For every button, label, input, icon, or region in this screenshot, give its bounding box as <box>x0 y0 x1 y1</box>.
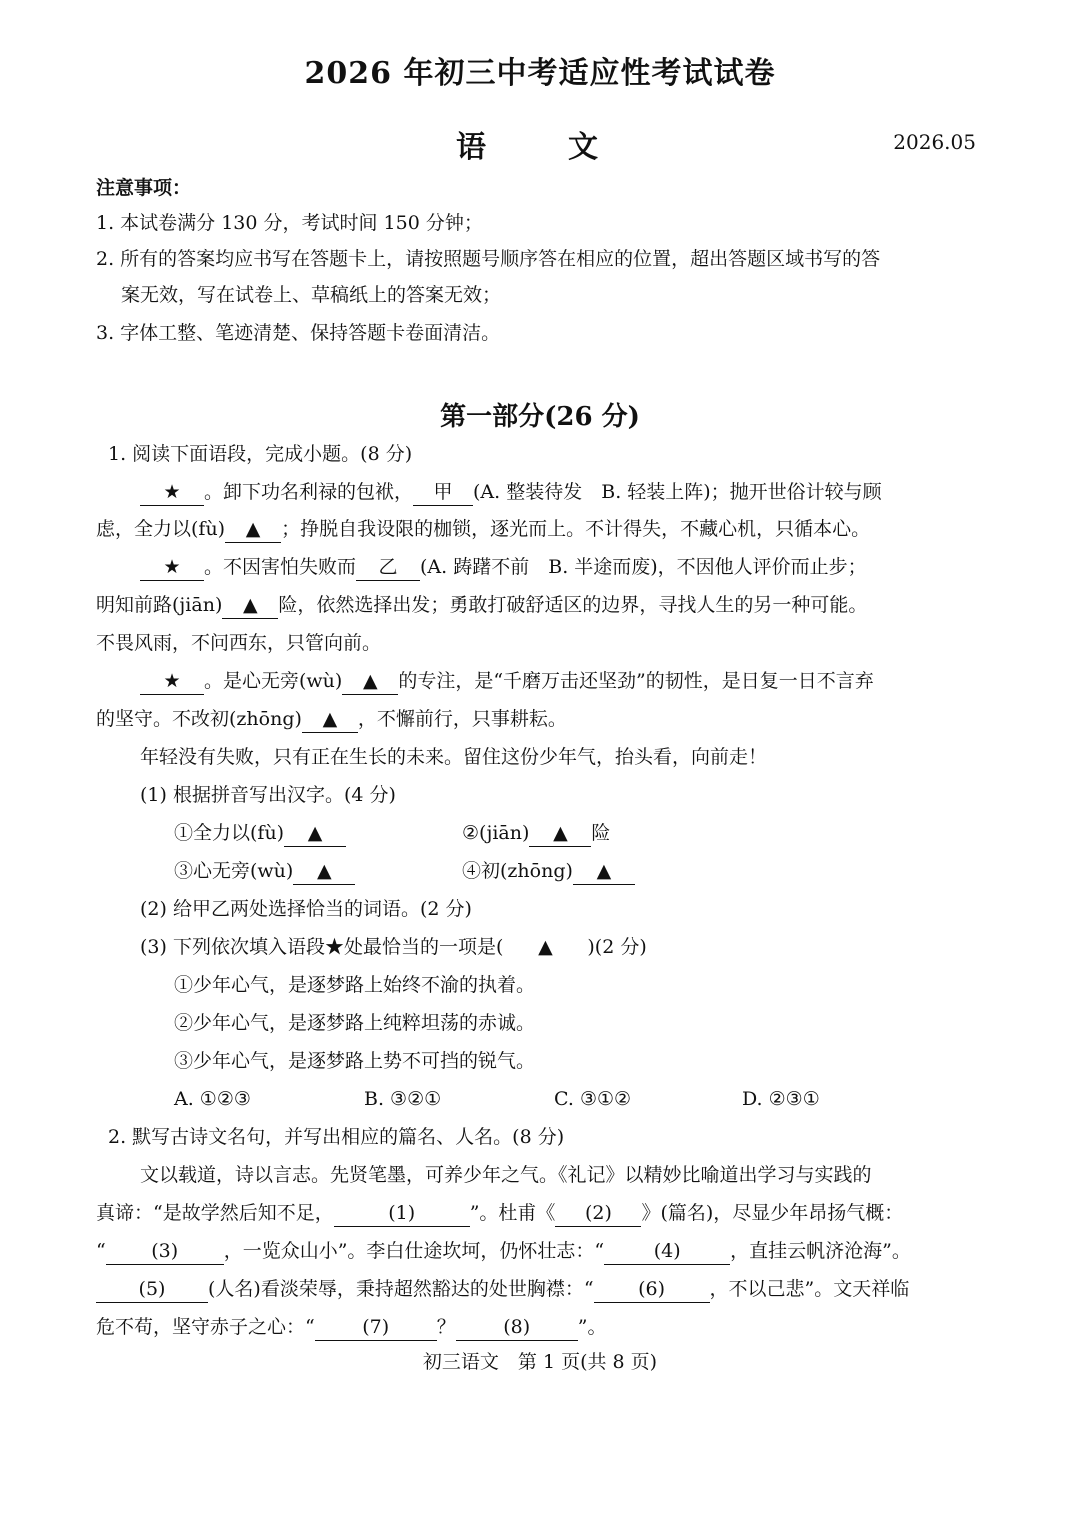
triangle-blank: ▲ <box>573 858 635 885</box>
q1-sub2: (2) 给甲乙两处选择恰当的词语。(2 分) <box>140 898 472 920</box>
answer-placeholder: ▲ <box>538 936 553 958</box>
subject-title: 语 文 <box>456 130 624 165</box>
q2-line1: 文以载道，诗以言志。先贤笔墨，可养少年之气。《礼记》以精妙比喻道出学习与实践的 <box>140 1164 872 1186</box>
q1-para4: 年轻没有失败，只有正在生长的未来。留住这份少年气，抬头看，向前走！ <box>140 746 768 768</box>
choice-a: A. ①②③ <box>174 1088 251 1110</box>
q1-sub1-item-c: ③心无旁(wù) ▲ <box>174 858 355 885</box>
fill-blank-4: (4) <box>604 1238 730 1265</box>
choice-d: D. ②③① <box>742 1088 820 1110</box>
q1-para2-line1: ★ 。不因害怕失败而 乙 (A. 踌躇不前 B. 半途而废)，不因他人评价而止步； <box>140 554 867 581</box>
fill-blank-2: (2) <box>555 1200 641 1227</box>
notice-item-3: 3. 字体工整、笔迹清楚、保持答题卡卷面清洁。 <box>96 322 501 344</box>
jia-blank: 甲 <box>413 479 473 506</box>
q1-para1-line2: 虑，全力以(fù) ▲ ；挣脱自我设限的枷锁，逐光而上。不计得失，不藏心机，只循本心。 <box>96 516 870 543</box>
exam-date: 2026.05 <box>893 130 976 154</box>
q1-para3-line2: 的坚守。不改初(zhōng) ▲ ，不懈前行，只事耕耘。 <box>96 706 567 733</box>
yi-blank: 乙 <box>356 554 420 581</box>
fill-blank-7: (7) <box>315 1314 437 1341</box>
q1-sub3-option-1: ①少年心气，是逐梦路上始终不渝的执着。 <box>174 974 536 996</box>
q1-para2-line2: 明知前路(jiān) ▲ 险，依然选择出发；勇敢打破舒适区的边界，寻找人生的另一种可能。 <box>96 592 867 619</box>
fill-blank-1: (1) <box>334 1200 470 1227</box>
fill-blank-3: (3) <box>106 1238 224 1265</box>
q1-sub1-item-a: ①全力以(fù) ▲ <box>174 820 346 847</box>
triangle-blank: ▲ <box>302 706 358 733</box>
q1-stem: 1. 阅读下面语段，完成小题。(8 分) <box>108 443 413 465</box>
page-footer: 初三语文 第 1 页(共 8 页) <box>422 1351 658 1373</box>
q2-line2: 真谛：“是故学然后知不足， (1) ”。杜甫《 (2) 》(篇名)，尽显少年昂扬气概： <box>96 1200 903 1227</box>
star-blank: ★ <box>140 479 204 506</box>
triangle-blank: ▲ <box>529 820 591 847</box>
part-one-title: 第一部分(26 分) <box>440 402 640 432</box>
q1-sub1: (1) 根据拼音写出汉字。(4 分) <box>140 784 396 806</box>
star-blank: ★ <box>140 668 204 695</box>
q1-sub3-option-2: ②少年心气，是逐梦路上纯粹坦荡的赤诚。 <box>174 1012 536 1034</box>
q2-line5: 危不苟，坚守赤子之心：“ (7) ？ (8) ”。 <box>96 1314 606 1341</box>
notice-item-2-cont: 案无效，写在试卷上、草稿纸上的答案无效； <box>121 284 502 306</box>
notice-item-1: 1. 本试卷满分 130 分，考试时间 150 分钟； <box>96 212 483 234</box>
fill-blank-6: (6) <box>594 1276 710 1303</box>
q1-sub3: (3) 下列依次填入语段★处最恰当的一项是( ▲ )(2 分) <box>140 936 647 958</box>
q2-stem: 2. 默写古诗文名句，并写出相应的篇名、人名。(8 分) <box>108 1126 565 1148</box>
exam-title: 2026 年初三中考适应性考试试卷 <box>304 56 776 91</box>
q1-para1-line1: ★ 。卸下功名利禄的包袱， 甲 (A. 整装待发 B. 轻装上阵)；抛开世俗计较与顾 <box>140 479 882 506</box>
q1-para2-line3: 不畏风雨，不问西东，只管向前。 <box>96 632 382 654</box>
q1-sub3-option-3: ③少年心气，是逐梦路上势不可挡的锐气。 <box>174 1050 536 1072</box>
q1-sub1-item-b: ②(jiān) ▲ 险 <box>462 820 610 847</box>
triangle-blank: ▲ <box>284 820 346 847</box>
triangle-blank: ▲ <box>225 516 281 543</box>
fill-blank-8: (8) <box>456 1314 578 1341</box>
q1-sub1-item-d: ④初(zhōng) ▲ <box>462 858 635 885</box>
star-blank: ★ <box>140 554 204 581</box>
triangle-blank: ▲ <box>342 668 398 695</box>
q2-line3: “ (3) ，一览众山小”。李白仕途坎坷，仍怀壮志：“ (4) ，直挂云帆济沧海”。 <box>96 1238 911 1265</box>
triangle-blank: ▲ <box>293 858 355 885</box>
choice-c: C. ③①② <box>554 1088 632 1110</box>
triangle-blank: ▲ <box>222 592 278 619</box>
notice-heading: 注意事项： <box>96 177 192 199</box>
choice-b: B. ③②① <box>364 1088 442 1110</box>
q1-para3-line1: ★ 。是心无旁(wù) ▲ 的专注，是“千磨万击还坚劲”的韧性，是日复一日不言弃 <box>140 668 874 695</box>
notice-item-2: 2. 所有的答案均应书写在答题卡上，请按照题号顺序答在相应的位置，超出答题区域书写的答 <box>96 248 881 270</box>
q2-line4: (5) (人名)看淡荣辱，秉持超然豁达的处世胸襟：“ (6) ，不以己悲”。文天祥临 <box>96 1276 909 1303</box>
fill-blank-5: (5) <box>96 1276 208 1303</box>
